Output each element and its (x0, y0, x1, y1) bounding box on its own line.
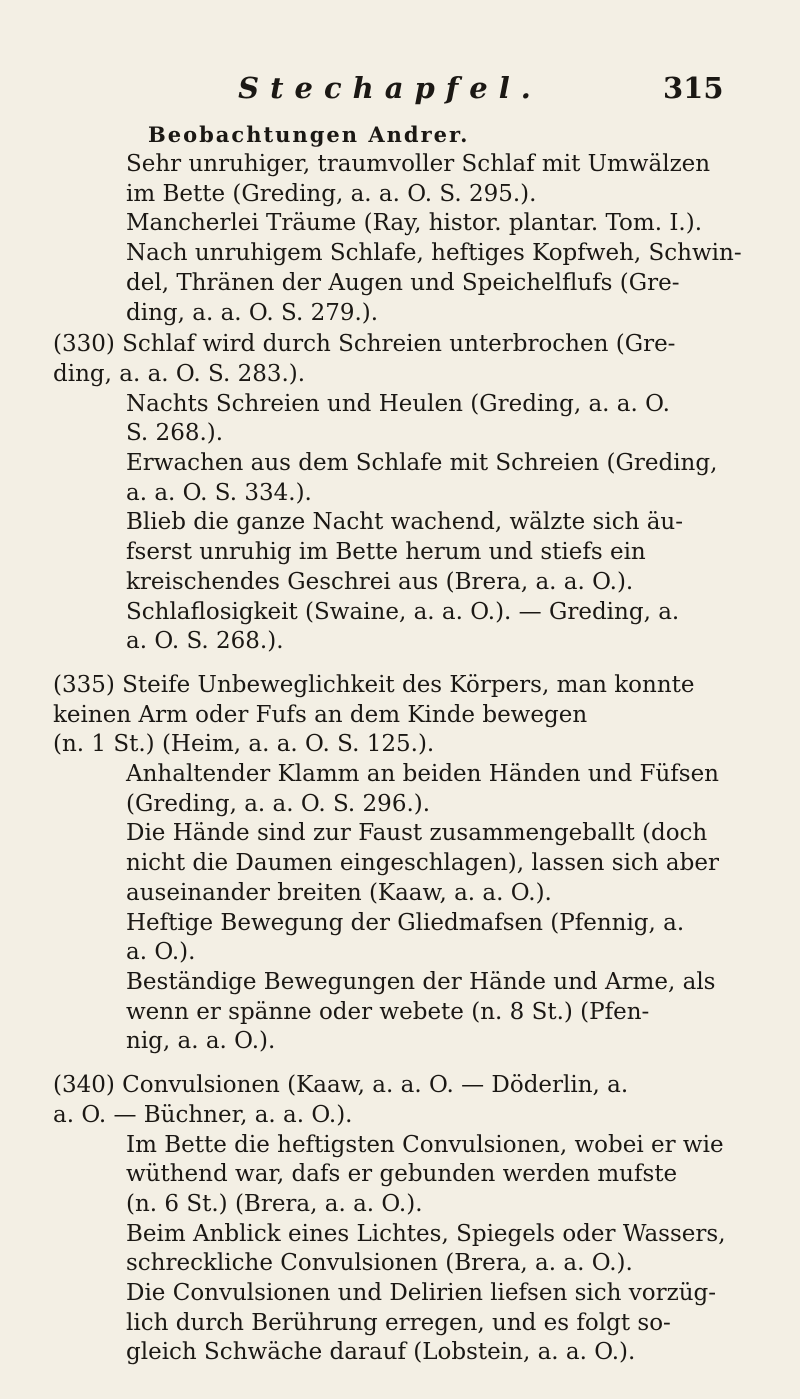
symptom-entry: Mancherlei Träume (Ray, histor. plantar. Tom. I.). (126, 210, 703, 237)
symptom-entry-numbered: (335) Steife Unbeweglichkeit des Körpers, man konnte keinen Arm oder Fufs an dem Kinde bewegen (n. 1 St.) (Heim, a. a. O. S. 125.). (53, 671, 695, 758)
symptom-entry: Beständige Bewegungen der Hände und Arme, als wenn er spänne oder webete (n. 8 St.) (Pfen- nig, a. a. O.). (126, 968, 716, 1055)
symptom-entry: Sehr unruhiger, traumvoller Schlaf mit Umwälzen im Bette (Greding, a. a. O. S. 295.). (126, 151, 711, 207)
symptom-entry: Schlaflosigkeit (Swaine, a. a. O.). — Greding, a. a. O. S. 268.). (126, 598, 680, 655)
page-header (0, 68, 800, 108)
symptom-entry: Blieb die ganze Nacht wachend, wälzte sich äu- fserst unruhig im Bette herum und stiefs ein kreischendes Geschrei aus (Brera, a. a. O.). (126, 509, 683, 595)
running-title: Stechapfel. (238, 71, 542, 105)
symptom-entry: Nachts Schreien und Heulen (Greding, a. a. O. S. 268.). (126, 390, 670, 447)
symptom-entry: Erwachen aus dem Schlafe mit Schreien (Greding, a. a. O. S. 334.). (126, 450, 718, 506)
symptom-list (0, 150, 800, 1368)
section-heading: Beobachtungen Andrer. (148, 122, 470, 147)
symptom-entry-numbered: (340) Convulsionen (Kaaw, a. a. O. — Döderlin, a. a. O. — Büchner, a. a. O.). (53, 1072, 629, 1128)
symptom-entry: Nach unruhigem Schlafe, heftiges Kopfweh, Schwin- del, Thränen der Augen und Speichelflufs (Gre- ding, a. a. O. S. 279.). (126, 240, 742, 326)
symptom-entry: Im Bette die heftigsten Convulsionen, wobei er wie wüthend war, dafs er gebunden werden mufste (n. 6 St.) (Brera, a. a. O.). (126, 1131, 724, 1217)
symptom-entry: Heftige Bewegung der Gliedmafsen (Pfennig, a. a. O.). (126, 909, 685, 966)
symptom-entry-numbered: (330) Schlaf wird durch Schreien unterbrochen (Gre- ding, a. a. O. S. 283.). (53, 331, 676, 387)
symptom-entry: Beim Anblick eines Lichtes, Spiegels oder Wassers, schreckliche Convulsionen (Brera, a. a. O.). (126, 1220, 726, 1277)
page-number: 315 (663, 71, 724, 105)
symptom-entry: Anhaltender Klamm an beiden Händen und Füfsen (Greding, a. a. O. S. 296.). (126, 761, 719, 817)
symptom-entry: Die Hände sind zur Faust zusammengeballt (doch nicht die Daumen eingeschlagen), lassen sich aber auseinander breiten (Kaaw, a. a. O.). (126, 820, 719, 906)
symptom-entry: Die Convulsionen und Delirien liefsen sich vorzüg- lich durch Berührung erregen, und es folgt so- gleich Schwäche darauf (Lobstein, a. a. O.). (126, 1280, 717, 1366)
